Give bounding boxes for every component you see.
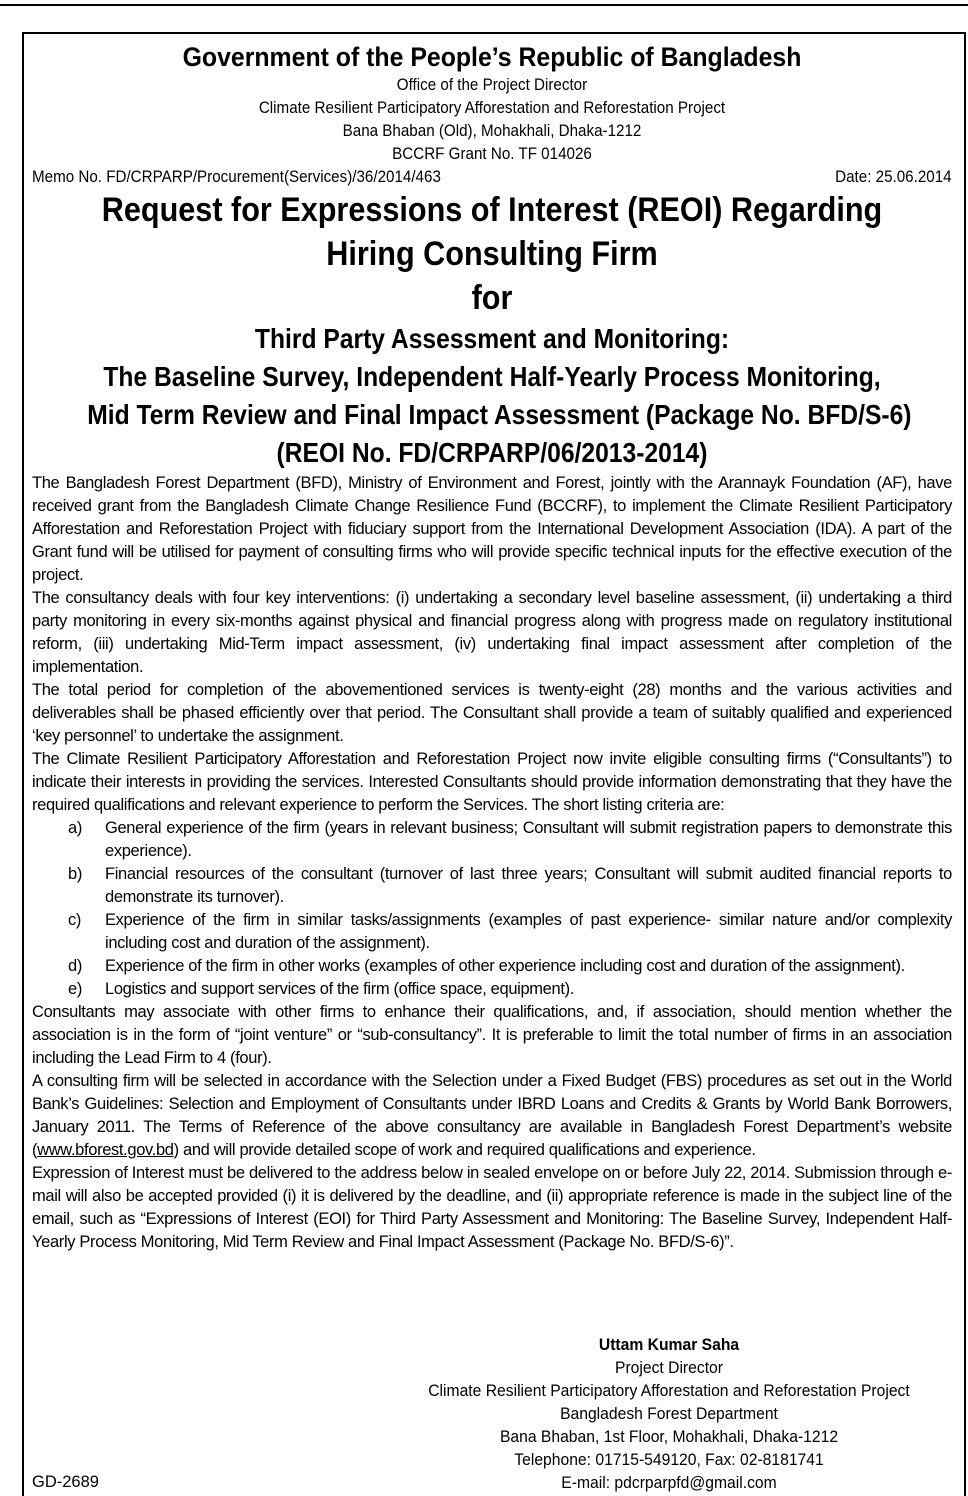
list-item-letter: e) [68, 980, 82, 998]
list-item-text: Financial resources of the consultant (turnover of last three years; Consultant will submit audited financial reports to demonstrate its turnover). [105, 865, 952, 906]
paragraph-association: Consultants may associate with other firms to enhance their qualifications, and, if association, should mention whether the association is in the form of “joint venture” or “sub-consultancy”. It is preferable to limit the total number of firms in an association including the Lead Firm to 4 (four). [32, 1003, 952, 1067]
grant-line: BCCRF Grant No. TF 014026 [392, 145, 592, 163]
list-item-text: Experience of the firm in similar tasks/assignments (examples of past experience- similar nature and/or complexity including cost and duration of the assignment). [105, 911, 952, 952]
selection-text-before: A consulting firm will be selected in accordance with the Selection under a Fixed Budget (FBS) procedures as set out in the World Bank’s Guidelines: Selection and Employment of Consultants under IBRD Loans and Credits & Grants by World Bank Borrowers, January 2011. The Terms of Reference of the above consultancy are available in Bangladesh Forest Department’s website ( [32, 1072, 952, 1159]
signatory-phone: Telephone: 01715-549120, Fax: 02-8181741 [514, 1451, 824, 1469]
assignment-title-line-3: Mid Term Review and Final Impact Assessment (Package No. BFD/S-6) [87, 399, 912, 430]
reoi-title-line-2: Hiring Consulting Firm [326, 235, 658, 273]
signatory-email: E-mail: pdcrparpfd@gmail.com [561, 1474, 777, 1492]
gd-code: GD-2689 [32, 1473, 99, 1491]
list-item-letter: a) [68, 819, 82, 837]
list-item-letter: c) [68, 911, 82, 929]
shortlisting-criteria-list [32, 817, 952, 1001]
list-item [32, 863, 952, 909]
paragraph-background: The Bangladesh Forest Department (BFD), Ministry of Environment and Forest, jointly with the Arannayk Foundation (AF), have received grant from the Bangladesh Climate Change Resilience Fund (BCCRF), to implement the Climate Resilient Participatory Afforestation and Reforestation Project with fiduciary support from the International Development Association (IDA). A part of the Grant fund will be utilised for payment of consulting firms who will provide specific technical inputs for the effective execution of the project. [32, 474, 952, 584]
paragraph-period: The total period for completion of the abovementioned services is twenty-eight (28) months and the various activities and deliverables shall be phased efficiently over that period. The Consultant shall provide a team of suitably qualified and experienced ‘key personnel’ to undertake the assignment. [32, 681, 952, 745]
signatory-project: Climate Resilient Participatory Afforestation and Reforestation Project [428, 1382, 910, 1400]
list-item-letter: b) [68, 865, 82, 883]
list-item-text: Experience of the firm in other works (examples of other experience including cost and duration of the assignment). [105, 957, 905, 975]
list-item [32, 978, 952, 1001]
reoi-title-line-3: for [471, 279, 513, 317]
list-item [32, 817, 952, 863]
forest-department-website-link[interactable]: www.bforest.gov.bd [37, 1141, 174, 1159]
signature-block [380, 1334, 958, 1495]
paragraph-interventions: The consultancy deals with four key interventions: (i) undertaking a secondary level baseline assessment, (ii) undertaking a third party monitoring in every six-months against physical and financial progress along with progress made on regulatory institutional reform, (iii) undertaking Mid-Term impact assessment, (iv) undertaking final impact assessment after completion of the implementation. [32, 589, 952, 676]
project-line: Climate Resilient Participatory Afforestation and Reforestation Project [258, 99, 726, 117]
paragraph-submission: Expression of Interest must be delivered to the address below in sealed envelope on or before July 22, 2014. Submission through e-mail will also be accepted provided (i) it is delivered by the deadline, and (ii) appropriate reference is made in the subject line of the email, such as “Expressions of Interest (EOI) for Third Party Assessment and Monitoring: The Baseline Survey, Independent Half-Yearly Process Monitoring, Mid Term Review and Final Impact Assessment (Package No. BFD/S-6)”. [32, 1164, 952, 1251]
signatory-designation: Project Director [614, 1359, 724, 1377]
list-item [32, 955, 952, 978]
assignment-title-line-2: The Baseline Survey, Independent Half-Yearly Process Monitoring, [103, 361, 881, 392]
reoi-number: (REOI No. FD/CRPARP/06/2013-2014) [276, 437, 708, 468]
memo-date: Date: 25.06.2014 [835, 168, 952, 186]
address-line: Bana Bhaban (Old), Mohakhali, Dhaka-1212 [342, 122, 642, 140]
list-item-text: General experience of the firm (years in relevant business; Consultant will submit registration papers to demonstrate this experience). [105, 819, 952, 860]
signatory-department: Bangladesh Forest Department [560, 1405, 778, 1423]
selection-text-after: ) and will provide detailed scope of work and required qualifications and experience. [173, 1141, 756, 1159]
list-item [32, 909, 952, 955]
top-rule [0, 4, 968, 6]
signatory-address: Bana Bhaban, 1st Floor, Mohakhali, Dhaka-1212 [499, 1428, 839, 1446]
signatory-name: Uttam Kumar Saha [598, 1336, 740, 1354]
list-item-text: Logistics and support services of the firm (office space, equipment). [105, 980, 574, 998]
list-item-letter: d) [68, 957, 82, 975]
paragraph-selection [32, 1070, 952, 1162]
memo-row [32, 166, 952, 188]
government-title: Government of the People’s Republic of Bangladesh [182, 42, 802, 72]
assignment-title-line-1: Third Party Assessment and Monitoring: [254, 323, 730, 354]
office-line: Office of the Project Director [396, 76, 588, 94]
paragraph-invitation: The Climate Resilient Participatory Afforestation and Reforestation Project now invite eligible consulting firms (“Consultants”) to indicate their interests in providing the services. Interested Consultants should provide information demonstrating that they have the required qualifications and relevant experience to perform the Services. The short listing criteria are: [32, 750, 952, 814]
memo-number: Memo No. FD/CRPARP/Procurement(Services)/36/2014/463 [32, 168, 441, 186]
notice-content [32, 40, 952, 1254]
reoi-title-line-1: Request for Expressions of Interest (REOI) Regarding [101, 191, 883, 229]
